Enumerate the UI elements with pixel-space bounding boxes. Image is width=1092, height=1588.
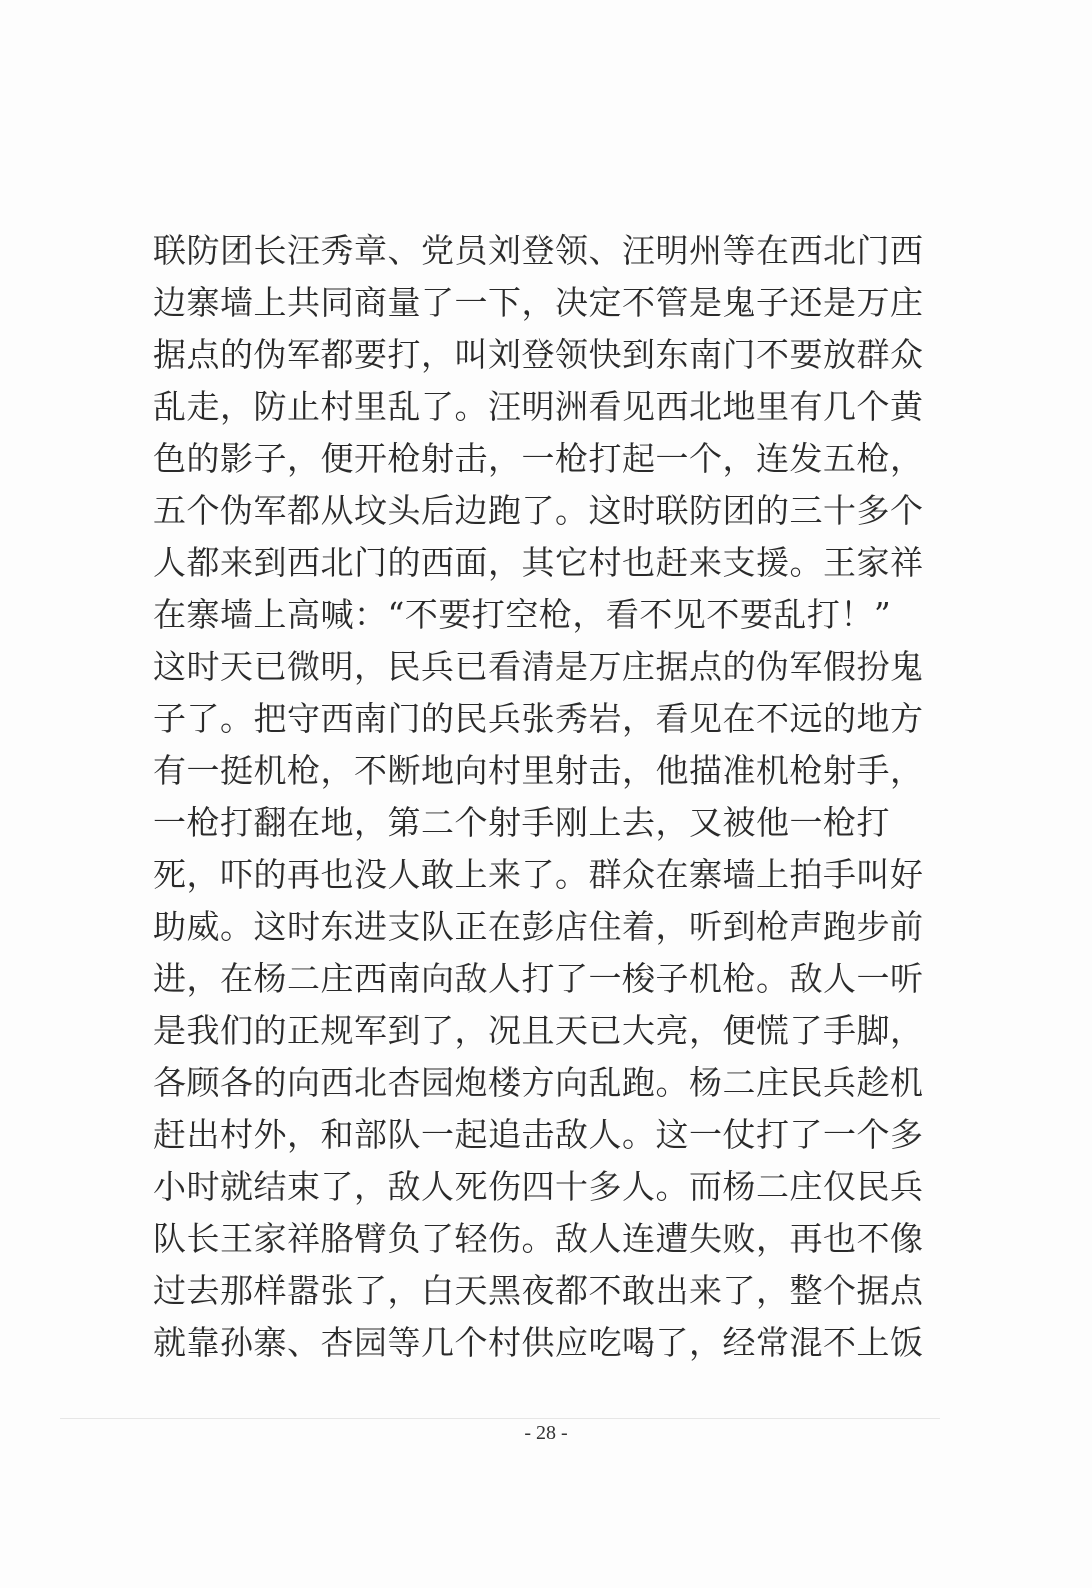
text-line: 小时就结束了，敌人死伤四十多人。而杨二庄仅民兵 — [153, 1167, 924, 1206]
text-line: 过去那样嚣张了，白天黑夜都不敢出来了，整个据点 — [153, 1271, 924, 1310]
text-line: 色的影子，便开枪射击，一枪打起一个，连发五枪， — [153, 439, 924, 478]
text-line: 有一挺机枪，不断地向村里射击，他描准机枪射手， — [153, 751, 924, 790]
text-line: 子了。把守西南门的民兵张秀岩，看见在不远的地方 — [153, 699, 924, 738]
text-line: 赶出村外，和部队一起追击敌人。这一仗打了一个多 — [153, 1115, 924, 1154]
text-line: 这时天已微明，民兵已看清是万庄据点的伪军假扮鬼 — [153, 647, 924, 686]
text-line: 助威。这时东进支队正在彭店住着，听到枪声跑步前 — [153, 907, 924, 946]
footer-divider — [60, 1418, 940, 1419]
text-line: 在寨墙上高喊：“不要打空枪，看不见不要乱打！” — [153, 595, 892, 634]
text-line: 据点的伪军都要打，叫刘登领快到东南门不要放群众 — [153, 335, 924, 374]
body-text — [153, 225, 933, 1369]
text-line: 进，在杨二庄西南向敌人打了一梭子机枪。敌人一听 — [153, 959, 924, 998]
text-line: 各顾各的向西北杏园炮楼方向乱跑。杨二庄民兵趁机 — [153, 1063, 924, 1102]
text-line: 五个伪军都从坟头后边跑了。这时联防团的三十多个 — [153, 491, 924, 530]
text-line: 是我们的正规军到了，况且天已大亮，便慌了手脚， — [153, 1011, 924, 1050]
text-line: 联防团长汪秀章、党员刘登领、汪明州等在西北门西 — [153, 231, 924, 270]
text-line: 就靠孙寨、杏园等几个村供应吃喝了，经常混不上饭 — [153, 1323, 924, 1362]
text-line: 乱走，防止村里乱了。汪明洲看见西北地里有几个黄 — [153, 387, 924, 426]
page-number: - 28 - — [524, 1422, 568, 1444]
text-line: 边寨墙上共同商量了一下，决定不管是鬼子还是万庄 — [153, 283, 924, 322]
text-line: 一枪打翻在地，第二个射手刚上去，又被他一枪打 — [153, 803, 890, 842]
text-line: 队长王家祥胳臂负了轻伤。敌人连遭失败，再也不像 — [153, 1219, 924, 1258]
text-line: 死，吓的再也没人敢上来了。群众在寨墙上拍手叫好 — [153, 855, 924, 894]
text-line: 人都来到西北门的西面，其它村也赶来支援。王家祥 — [153, 543, 924, 582]
